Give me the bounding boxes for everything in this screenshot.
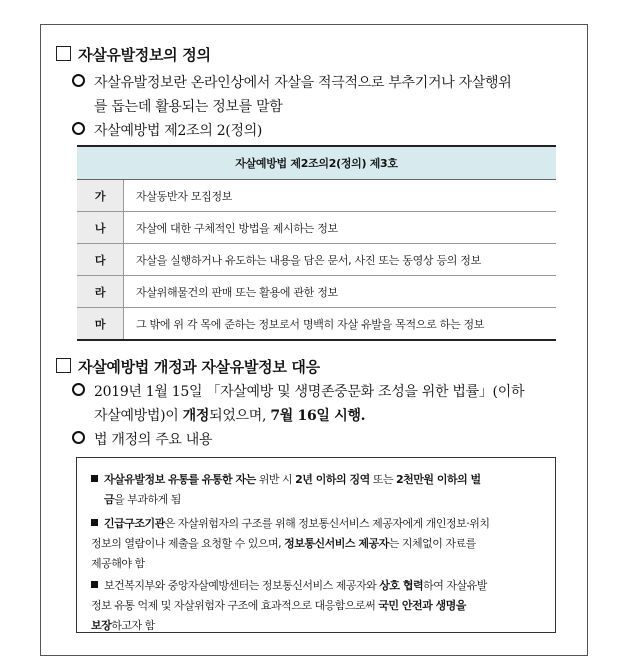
square-bullet-icon bbox=[91, 475, 98, 482]
table-row bbox=[77, 212, 556, 244]
section1-bullet2-text: 자살예방법 제2조의 2(정의) bbox=[94, 123, 263, 139]
circle-bullet-icon bbox=[72, 122, 85, 135]
law-table bbox=[77, 145, 556, 341]
bold-text: 상호 협력 bbox=[379, 579, 424, 592]
law-table-header: 자살예방법 제2조의2(정의) 제3호 bbox=[77, 146, 556, 180]
section2-title-text: 자살예방법 개정과 자살유발정보 대응 bbox=[78, 358, 320, 376]
text-span: 되었으며, bbox=[209, 408, 271, 424]
section2-bullet1-text: 2019년 1월 15일 「자살예방 및 생명존중문화 조성을 위한 법률」(이하 bbox=[94, 384, 525, 400]
row-text: 자살을 실행하거나 유도하는 내용을 담은 문서, 사진 또는 동영상 등의 정보 bbox=[124, 244, 557, 276]
section1-title bbox=[56, 44, 211, 65]
bold-text: 국민 안전과 생명을 bbox=[378, 599, 466, 612]
bold-text: 정보통신서비스 제공자 bbox=[284, 537, 389, 550]
text-span: 은 자살위험자의 구조를 위해 정보통신서비스 제공자에게 개인정보·위치 bbox=[164, 517, 490, 530]
square-bullet-icon bbox=[91, 519, 98, 526]
bold-text: 2천만원 이하의 벌 bbox=[395, 473, 481, 486]
section1-bullet1-text: 자살유발정보란 온라인상에서 자살을 적극적으로 부추기거나 자살행위 bbox=[94, 75, 512, 91]
section1-bullet1-cont: 를 돕는데 활용되는 정보를 말함 bbox=[94, 99, 283, 115]
circle-bullet-icon bbox=[72, 74, 85, 87]
content-item-2 bbox=[91, 514, 543, 574]
bold-text: 금 bbox=[104, 493, 115, 506]
text-span: 하고자 함 bbox=[111, 619, 155, 632]
section2-bullet1 bbox=[72, 380, 524, 404]
section1-bullet2 bbox=[72, 119, 262, 143]
row-text: 자살위해물건의 판매 또는 활용에 관한 정보 bbox=[124, 276, 557, 308]
checkbox-square-icon bbox=[56, 358, 71, 373]
row-text: 그 밖에 위 각 목에 준하는 정보로서 명백히 자살 유발을 목적으로 하는 정보 bbox=[124, 308, 557, 341]
text-span: 또는 bbox=[369, 473, 396, 486]
row-key: 라 bbox=[77, 276, 124, 308]
bold-text: 7월 16일 시행. bbox=[270, 408, 366, 424]
checkbox-square-icon bbox=[56, 46, 71, 61]
text-span: 정보의 열람이나 제출을 요청할 수 있으며, bbox=[91, 537, 285, 550]
bold-text: 보장 bbox=[91, 619, 112, 632]
bold-text: 2년 이하의 징역 bbox=[295, 473, 370, 486]
section1-bullet1 bbox=[72, 71, 511, 95]
circle-bullet-icon bbox=[72, 383, 85, 396]
text-span: 정보 유통 억제 및 자살위험자 구조에 효과적으로 대응함으로써 bbox=[91, 599, 379, 612]
table-row bbox=[77, 308, 556, 341]
bold-text: 자살유발정보 유통를 유통한 자는 bbox=[104, 473, 256, 486]
square-bullet-icon bbox=[91, 581, 98, 588]
text-span: 자살예방법)이 bbox=[94, 408, 183, 424]
content-item-3 bbox=[91, 576, 543, 636]
table-row bbox=[77, 276, 556, 308]
section2-bullet2-text: 법 개정의 주요 내용 bbox=[94, 432, 213, 448]
text-span: 는 지체없이 자료를 bbox=[388, 537, 476, 550]
text-span: 을 부과하게 됨 bbox=[114, 493, 181, 506]
text-span: 보건복지부와 중앙자살예방센터는 정보통신서비스 제공자와 bbox=[104, 579, 380, 592]
text-span: 제공해야 함 bbox=[91, 557, 145, 570]
table-row bbox=[77, 244, 556, 276]
circle-bullet-icon bbox=[72, 431, 85, 444]
row-key: 나 bbox=[77, 212, 124, 244]
content-item-1 bbox=[91, 470, 543, 510]
row-key: 가 bbox=[77, 180, 124, 212]
law-table-header-row bbox=[77, 146, 556, 180]
row-text: 자살에 대한 구체적인 방법을 제시하는 정보 bbox=[124, 212, 557, 244]
row-key: 마 bbox=[77, 308, 124, 341]
table-row bbox=[77, 180, 556, 212]
main-content-box bbox=[76, 457, 556, 633]
row-text: 자살동반자 모집정보 bbox=[124, 180, 557, 212]
section2-bullet1-cont bbox=[94, 404, 365, 428]
bold-text: 긴급구조기관 bbox=[104, 517, 165, 530]
bold-text: 개정 bbox=[182, 408, 210, 424]
section2-bullet2 bbox=[72, 428, 212, 452]
section1-title-text: 자살유발정보의 정의 bbox=[78, 46, 211, 64]
section2-title bbox=[56, 356, 320, 377]
text-span: 위반 시 bbox=[255, 473, 296, 486]
text-span: 하여 자살유발 bbox=[423, 579, 487, 592]
row-key: 다 bbox=[77, 244, 124, 276]
